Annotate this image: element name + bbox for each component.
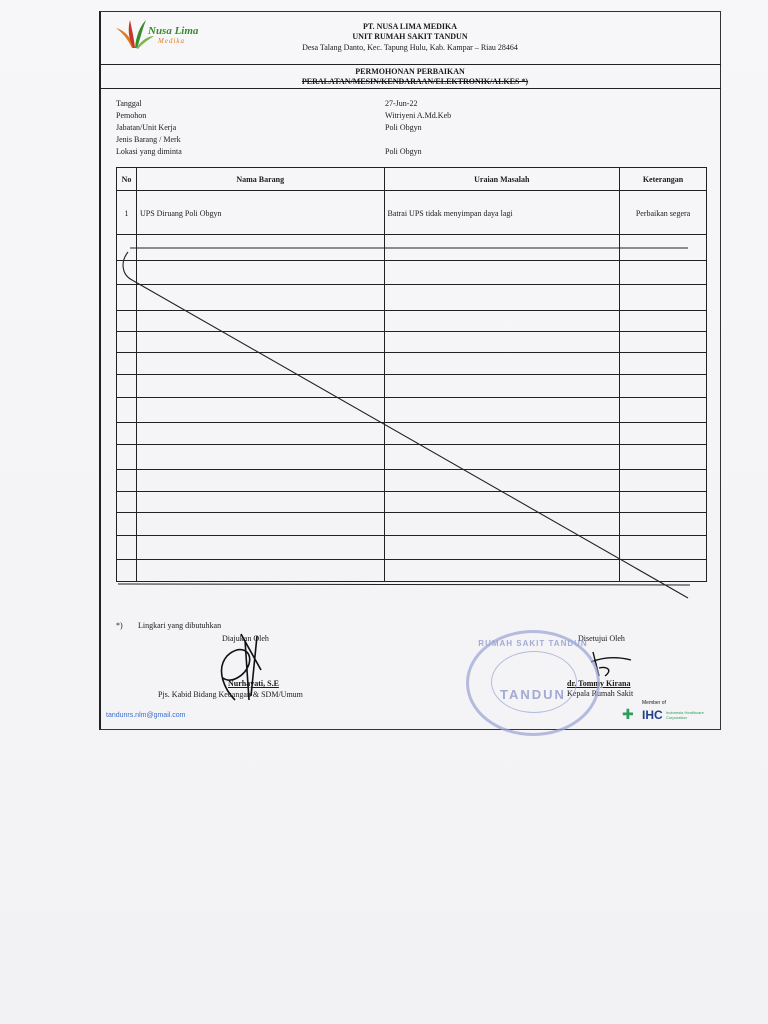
field-label-jabatan: Jabatan/Unit Kerja — [116, 123, 177, 132]
footer-email[interactable]: tandunrs.nlm@gmail.com — [106, 712, 186, 719]
right-signatory-title: Kepala Rumah Sakit — [567, 689, 634, 698]
footnote-mark: *) — [116, 621, 123, 630]
logo-text: Nusa Lima — [148, 25, 199, 37]
company-name: PT. NUSA LIMA MEDIKA — [362, 22, 458, 31]
ihc-subtext: Indonesia Healthcare Corporation — [666, 710, 704, 720]
left-signatory-name: Nurhayati, S.E — [228, 679, 279, 688]
field-value-lokasi: Poli Obgyn — [385, 147, 422, 156]
left-signature-caption: Diajukan Oleh — [222, 634, 269, 643]
hospital-stamp — [466, 630, 600, 736]
field-value-jabatan: Poli Obgyn — [385, 123, 422, 132]
header-uraian-masalah: Uraian Masalah — [384, 168, 620, 191]
field-label-tanggal: Tanggal — [116, 99, 142, 108]
field-label-lokasi: Lokasi yang diminta — [116, 147, 182, 156]
cell-no: 1 — [117, 191, 137, 235]
company-address: Desa Talang Danto, Kec. Tapung Hulu, Kab. Kampar – Riau 28464 — [302, 43, 518, 52]
field-label-jenis-barang: Jenis Barang / Merk — [116, 135, 181, 144]
cell-nama-barang: UPS Diruang Poli Obgyn — [136, 191, 384, 235]
ihc-cross-icon: ✚ — [622, 707, 634, 723]
footnote-text: Lingkari yang dibutuhkan — [138, 621, 222, 630]
header-keterangan: Keterangan — [620, 168, 707, 191]
left-signatory-title: Pjs. Kabid Bidang Keuangan & SDM/Umum — [158, 690, 303, 699]
ihc-text: IHC — [642, 708, 663, 722]
form-subtitle: PERALATAN/MESIN/KENDARAAN/ELEKTRONIK/ALKES *) — [301, 77, 529, 86]
header-no: No — [117, 168, 137, 191]
field-label-pemohon: Pemohon — [116, 111, 147, 120]
member-of-label: Member of — [642, 700, 666, 706]
form-title: PERMOHONAN PERBAIKAN — [355, 67, 465, 76]
unit-name: UNIT RUMAH SAKIT TANDUN — [352, 32, 468, 41]
stamp-inner-ring — [491, 651, 577, 713]
logo-subtext: Medika — [158, 37, 185, 45]
cell-uraian-masalah: Batrai UPS tidak menyimpan daya lagi — [384, 191, 620, 235]
field-value-tanggal: 27-Jun-22 — [385, 99, 418, 108]
header-nama-barang: Nama Barang — [136, 168, 384, 191]
field-value-pemohon: Witriyeni A.Md.Keb — [385, 111, 452, 120]
cell-keterangan: Perbaikan segera — [620, 191, 707, 235]
right-signature-caption: Disetujui Oleh — [578, 634, 625, 643]
ihc-logo — [620, 700, 720, 724]
right-signatory-name: dr. Tommy Kirana — [567, 679, 631, 688]
stamp-ring-text: RUMAH SAKIT TANDUN — [478, 639, 588, 648]
stamp-center-text: TANDUN — [500, 687, 566, 702]
